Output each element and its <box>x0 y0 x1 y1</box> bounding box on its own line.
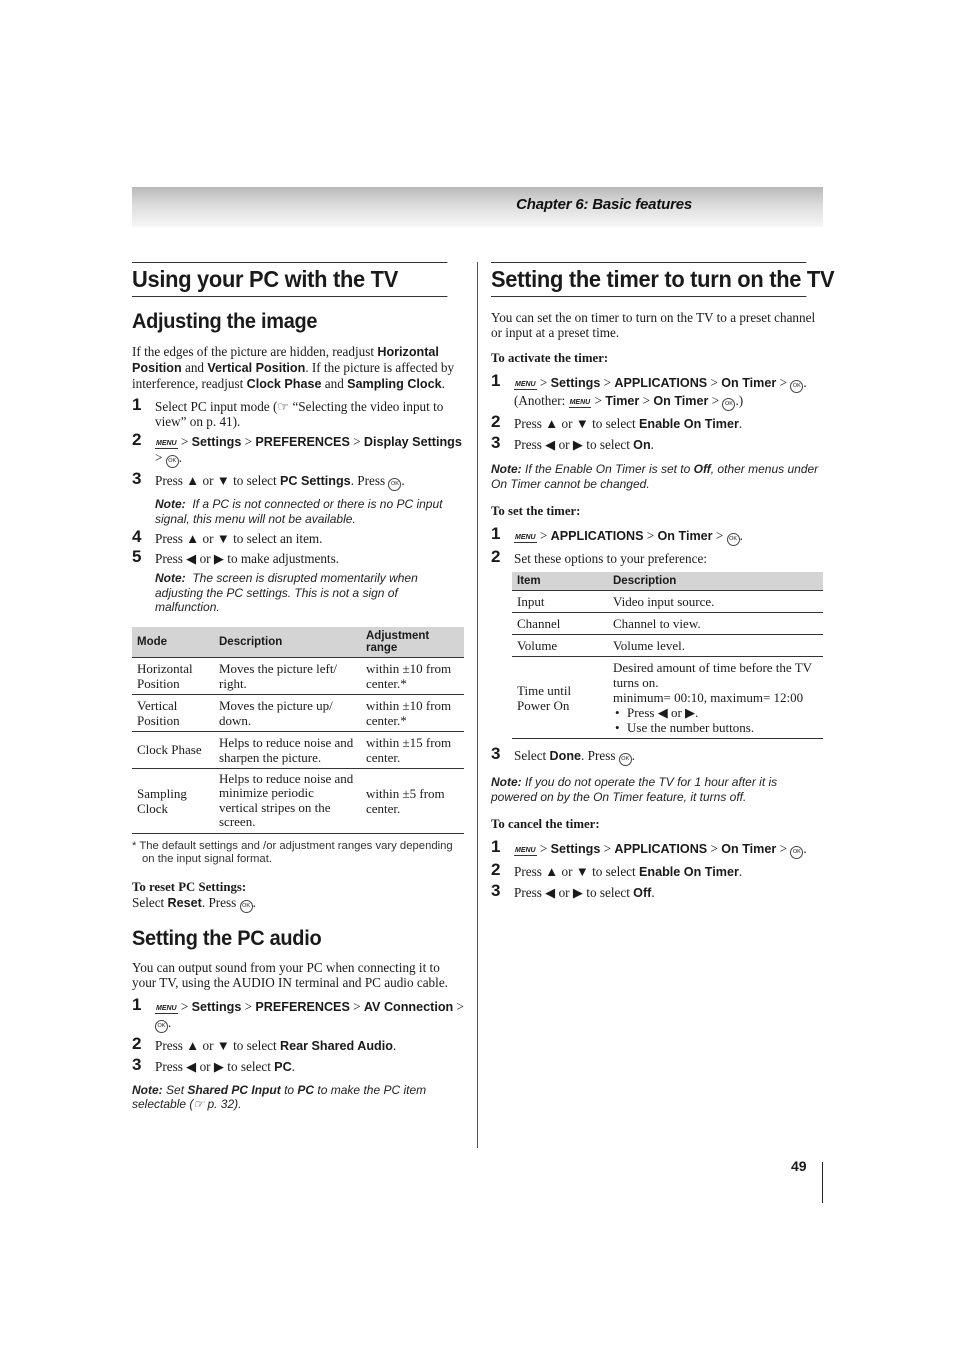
ok-icon: OK <box>166 455 179 468</box>
audio-step-2: 2 Press ▲ or ▼ to select Rear Shared Audio. <box>132 1033 397 1053</box>
section-title-timer: Setting the timer to turn on the TV <box>491 262 806 297</box>
heading-pc-audio: Setting the PC audio <box>132 926 322 950</box>
col-header-description: Description <box>214 627 361 658</box>
activate-title: To activate the timer: <box>491 351 609 365</box>
table-footnote: * The default settings and /or adjustment ranges vary depending on the input signal format. <box>132 839 453 865</box>
right-column <box>491 262 835 901</box>
column-divider <box>477 262 478 1148</box>
set-note: Note: If you do not operate the TV for 1 hour after it is powered on by the On Timer feature, it turns off. <box>491 775 778 804</box>
reset-instruction: Select Reset. Press OK . <box>132 895 464 913</box>
audio-intro: You can output sound from your PC when connecting it to your TV, using the AUDIO IN terminal and PC audio cable. <box>132 959 448 990</box>
table-row: Horizontal Position Moves the picture left/ right. within ±10 from center.* <box>132 657 464 694</box>
ok-icon: OK <box>619 753 632 766</box>
adjust-note-2: Note: The screen is disrupted momentarily when adjusting the PC settings. This is not a sign of malfunction. <box>155 571 418 614</box>
page-number-rule <box>822 1162 823 1203</box>
col-header-mode: Mode <box>132 627 214 658</box>
adjust-step-1: 1 Select PC input mode (☞ “Selecting the video input to view” on p. 41). <box>132 395 444 429</box>
table-header-row <box>132 627 464 658</box>
cancel-title: To cancel the timer: <box>491 817 600 831</box>
adjust-note-1: Note: If a PC is not connected or there is no PC input signal, this menu will not be available. <box>155 497 443 526</box>
reset-title: To reset PC Settings: <box>132 879 247 894</box>
col-header-description: Description <box>608 572 823 591</box>
audio-step-1: 1 MENU > Settings > PREFERENCES > AV Connection > OK . <box>132 999 464 1033</box>
left-column <box>132 262 464 1112</box>
menu-icon: MENU <box>569 399 591 406</box>
adjust-step-4: 4 Press ▲ or ▼ to select an item. <box>132 527 323 546</box>
list-item: • Use the number buttons. <box>627 720 818 735</box>
table-row: Sampling Clock Helps to reduce noise and minimize periodic vertical stripes on the screen. within ±5 from center. <box>132 768 464 833</box>
ok-icon: OK <box>388 478 401 491</box>
menu-icon: MENU <box>156 440 177 447</box>
menu-icon: MENU <box>515 847 536 854</box>
section-title-pc: Using your PC with the TV <box>132 262 447 297</box>
cancel-step-3: 3 Press ◀ or ▶ to select Off. <box>491 881 655 900</box>
list-item: • Press ◀ or ▶. <box>627 705 818 720</box>
ok-icon: OK <box>155 1020 168 1033</box>
col-header-item: Item <box>512 572 608 591</box>
audio-step-3: 3 Press ◀ or ▶ to select PC. <box>132 1054 295 1074</box>
table-row: Vertical Position Moves the picture up/ down. within ±10 from center.* <box>132 694 464 731</box>
chapter-title: Chapter 6: Basic features <box>516 196 692 213</box>
activate-step-3: 3 Press ◀ or ▶ to select On. <box>491 433 654 452</box>
table-row: Channel Channel to view. <box>512 613 823 635</box>
set-step-2: 2 Set these options to your preference: <box>491 547 707 566</box>
cancel-step-2: 2 Press ▲ or ▼ to select Enable On Timer. <box>491 860 743 879</box>
menu-icon: MENU <box>515 381 536 388</box>
ok-icon: OK <box>240 900 253 913</box>
audio-note: Note: Set Shared PC Input to PC to make the PC item selectable (☞ p. 32). <box>132 1082 427 1111</box>
adjust-intro: If the edges of the picture are hidden, readjust Horizontal Position and Vertical Position. If the picture is affected by interference, readjust Clock Phase and Sampling Clock. <box>132 344 455 391</box>
chapter-header-bar <box>132 187 823 227</box>
menu-icon: MENU <box>515 534 536 541</box>
ok-icon: OK <box>790 846 803 859</box>
col-header-range: Adjustment range <box>361 627 464 658</box>
page-number: 49 <box>791 1158 807 1174</box>
ok-icon: OK <box>790 380 803 393</box>
activate-step-2: 2 Press ▲ or ▼ to select Enable On Timer. <box>491 412 743 431</box>
table-row: Clock Phase Helps to reduce noise and sharpen the picture. within ±15 from center. <box>132 731 464 768</box>
heading-adjusting-image: Adjusting the image <box>132 310 318 333</box>
table-header-row <box>512 572 823 591</box>
time-options-list <box>613 705 818 735</box>
menu-icon: MENU <box>156 1004 177 1012</box>
set-title: To set the timer: <box>491 504 581 518</box>
adjust-step-5: 5 Press ◀ or ▶ to make adjustments. <box>132 547 340 566</box>
table-row: Time until Power On Desired amount of time before the TV turns on. minimum= 00:10, maximum= 12:00 • Press ◀ or ▶. • Use the number buttons. <box>512 657 823 739</box>
set-step-1: 1 MENU > APPLICATIONS > On Timer > OK . <box>491 528 823 546</box>
adjust-step-2: 2 MENU > Settings > PREFERENCES > Display Settings > OK . <box>132 434 464 468</box>
pc-settings-table <box>132 627 464 834</box>
timer-intro: You can set the on timer to turn on the TV to a preset channel or input at a preset time. <box>491 310 816 340</box>
set-step-3: 3 Select Done. Press OK . <box>491 748 823 766</box>
activate-note: Note: If the Enable On Timer is set to Off, other menus under On Timer cannot be changed. <box>491 462 819 491</box>
cancel-step-1: 1 MENU > Settings > APPLICATIONS > On Timer > OK . <box>491 841 823 859</box>
table-row: Volume Volume level. <box>512 635 823 657</box>
adjust-step-3: 3 Press ▲ or ▼ to select PC Settings. Press OK . <box>132 473 464 491</box>
timer-options-table <box>512 572 823 739</box>
ok-icon: OK <box>722 398 735 411</box>
ok-icon: OK <box>727 533 740 546</box>
table-row: Input Video input source. <box>512 591 823 613</box>
activate-step-1: 1 MENU > Settings > APPLICATIONS > On Timer > OK . (Another: MENU > Timer > On Timer > OK .) <box>491 375 823 411</box>
